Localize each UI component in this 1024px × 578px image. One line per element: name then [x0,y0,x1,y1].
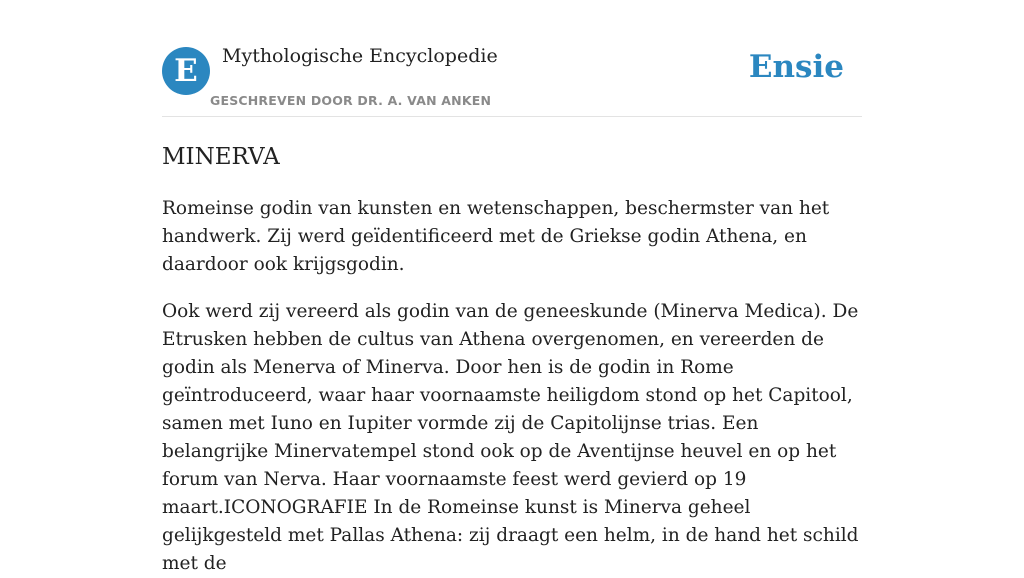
entry-title: MINERVA [162,144,280,170]
header [162,0,862,117]
entry-paragraph-1: Romeinse godin van kunsten en wetenschappen, beschermster van het handwerk. Zij werd geïdentificeerd met de Griekse godin Athena, en daardoor ook krijgsgodin. [162,198,830,275]
author-byline[interactable]: GESCHREVEN DOOR DR. A. VAN ANKEN [210,93,492,108]
entry-paragraph-2: Ook werd zij vereerd als godin van de geneeskunde (Minerva Medica). De Etrusken hebben de cultus van Athena overgenomen, en vereerden de godin als Menerva of Minerva. Door hen is de godin in Rome geïntroduceerd, waar haar voornaamste heiligdom stond op het Capitool, samen met Iuno en Iupiter vormde zij de Capitolijnse trias. Een belangrijke Minervatempel stond ook op de Aventijnse heuvel en op het forum van Nerva. Haar voornaamste feest werd gevierd op 19 maart.ICONOGRAFIE In de Romeinse kunst is Minerva geheel gelijkgesteld met Pallas Athena: zij draagt een helm, in de hand het schild met de [162,301,859,574]
encyclopedie-logo-icon[interactable]: E [162,47,210,95]
book-title-link[interactable]: Mythologische Encyclopedie [222,45,498,67]
article-container [162,0,862,578]
ensie-brand-logo[interactable]: Ensie [748,49,844,85]
